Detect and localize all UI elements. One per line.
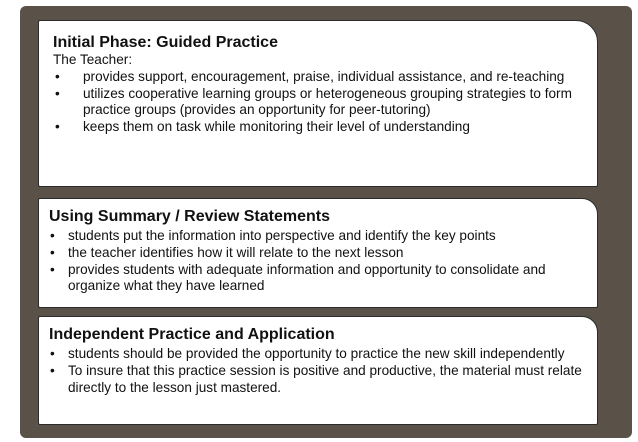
bullet-icon: • [55, 68, 60, 84]
panel-intro: The Teacher: [53, 52, 133, 67]
panel-title: Initial Phase: Guided Practice [53, 34, 278, 51]
list-item-text: keeps them on task while monitoring their level of understanding [83, 119, 470, 135]
list-item-text: the teacher identifies how it will relate to the next lesson [68, 244, 404, 260]
panel-title: Independent Practice and Application [49, 326, 335, 343]
list-item [49, 346, 587, 363]
list-item-text: students put the information into perspective and identify the key points [68, 228, 496, 243]
bullet-icon: • [50, 362, 55, 378]
bullet-icon: • [50, 346, 55, 361]
summary-review-panel [38, 198, 598, 308]
list-item [49, 262, 587, 296]
list-item [53, 69, 587, 86]
bullet-list [49, 346, 587, 396]
list-item [49, 363, 587, 397]
list-item [53, 119, 587, 136]
list-item [53, 86, 587, 120]
bullet-icon: • [50, 228, 55, 243]
bullet-list [53, 69, 587, 136]
list-item-text: To insure that this practice session is positive and productive, the material must relate directly to the lesson just mastered. [68, 362, 582, 395]
bullet-icon: • [55, 85, 60, 101]
bullet-icon: • [50, 261, 55, 277]
bullet-icon: • [50, 244, 55, 260]
list-item [49, 245, 587, 262]
list-item [49, 228, 587, 245]
independent-practice-panel [38, 316, 598, 425]
bullet-list [49, 228, 587, 295]
list-item-text: students should be provided the opportunity to practice the new skill independently [68, 346, 565, 361]
list-item-text: utilizes cooperative learning groups or heterogeneous grouping strategies to form practice groups (provides an opportunity for peer-tutoring) [83, 85, 572, 118]
panel-title: Using Summary / Review Statements [49, 208, 330, 225]
list-item-text: provides students with adequate information and opportunity to consolidate and organize what they have learned [68, 261, 546, 294]
bullet-icon: • [55, 119, 60, 135]
guided-practice-panel [38, 20, 598, 187]
list-item-text: provides support, encouragement, praise, individual assistance, and re-teaching [83, 68, 565, 84]
